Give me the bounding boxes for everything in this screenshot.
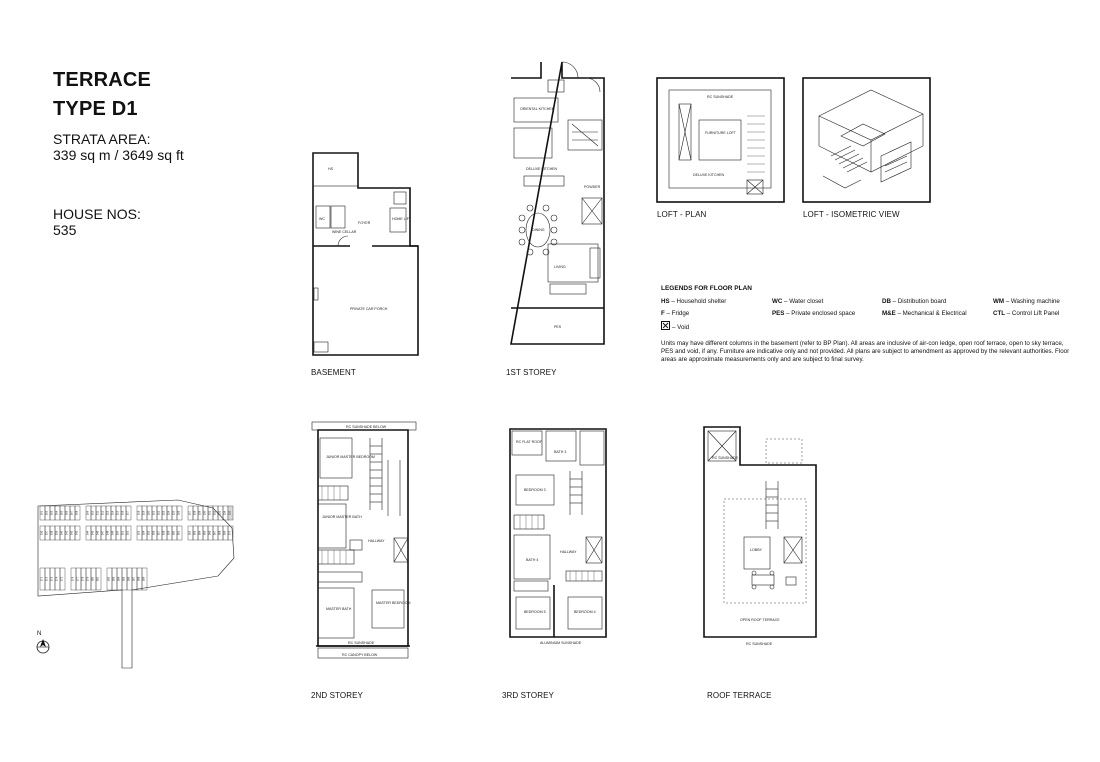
unit-number: 521 (152, 510, 156, 516)
junior-master-label: JUNIOR MASTER BEDROOM (326, 455, 375, 459)
alum-sunshade-label: ALUMINIUM SUNSHADE (540, 641, 582, 645)
furniture-loft-label: FURNITURE LOFT (705, 131, 736, 135)
sunshade-label: RC SUNSHADE (348, 641, 375, 645)
hs-label: HS (328, 167, 333, 171)
legend-item-ctl: CTL – Control Lift Panel (993, 310, 1060, 317)
first-storey-plan (506, 58, 608, 350)
unit-number: 531 (208, 510, 212, 516)
loft-isometric (801, 76, 933, 204)
unit-number: 524 (167, 510, 171, 516)
flat-roof-label: RC FLAT ROOF (516, 440, 543, 444)
unit-number: 578 (81, 576, 85, 582)
unit-number: 547 (101, 530, 105, 536)
unit-number: 514 (111, 510, 115, 516)
open-roof-label: OPEN ROOF TERRACE (740, 618, 780, 622)
unit-number: 510 (91, 510, 95, 516)
loft-plan (655, 76, 787, 204)
third-storey-caption: 3RD STOREY (502, 691, 554, 700)
legend-item-hs: HS – Household shelter (661, 298, 727, 305)
wine-label: WINE CELLAR (332, 230, 357, 234)
loft-iso-caption: LOFT - ISOMETRIC VIEW (803, 210, 900, 219)
north-arrow-icon (33, 633, 53, 655)
unit-number: 512 (101, 510, 105, 516)
deluxe-kitchen-label: DELUXE KITCHEN (526, 167, 558, 171)
roof-terrace-plan (702, 425, 820, 651)
unit-number: 523 (162, 510, 166, 516)
canopy-label: RC CANOPY BELOW (342, 653, 378, 657)
unit-number: 517 (126, 510, 130, 516)
unit-number: 502 (45, 510, 49, 516)
strata-area-label: STRATA AREA: (53, 131, 151, 147)
unit-number: 574 (55, 576, 59, 582)
unit-number: 527 (188, 510, 192, 516)
unit-number: 559 (167, 530, 171, 536)
basement-caption: BASEMENT (311, 368, 356, 377)
unit-number: 511 (96, 510, 100, 516)
unit-number: 504 (55, 510, 59, 516)
unit-number: 534 (223, 510, 227, 516)
bath4-label: BATH 4 (526, 558, 539, 562)
bedroom5-label: BEDROOM 5 (524, 610, 546, 614)
unit-number: 589 (142, 576, 146, 582)
legend-item-void: – Void (661, 321, 689, 331)
unit-number: 538 (50, 530, 54, 536)
master-bath-label: MASTER BATH (326, 607, 352, 611)
key-plan-row1 (40, 506, 234, 520)
unit-number: 581 (96, 576, 100, 582)
powder-label: POWDER (584, 185, 601, 189)
key-plan-row3 (40, 568, 148, 590)
unit-number: 582 (107, 576, 111, 582)
unit-number: 508 (75, 510, 79, 516)
unit-number: 520 (147, 510, 151, 516)
unit-number: 530 (203, 510, 207, 516)
unit-number: 542 (70, 530, 74, 536)
unit-number: 565 (203, 530, 207, 536)
unit-number: 519 (142, 510, 146, 516)
unit-number: 556 (152, 530, 156, 536)
unit-number: 568 (218, 530, 222, 536)
unit-number: 571 (40, 576, 44, 582)
house-nos-value: 535 (53, 222, 77, 238)
unit-number: 505 (60, 510, 64, 516)
bath3-label: BATH 3 (554, 450, 567, 454)
basement-plan (310, 150, 422, 358)
unit-number: 518 (137, 510, 141, 516)
unit-number: 567 (213, 530, 217, 536)
unit-number: 580 (91, 576, 95, 582)
void-icon (661, 321, 670, 330)
unit-number: 566 (208, 530, 212, 536)
unit-number: 570 (228, 530, 232, 536)
unit-number: 558 (162, 530, 166, 536)
strata-area-value: 339 sq m / 3649 sq ft (53, 147, 184, 163)
unit-number: 541 (65, 530, 69, 536)
unit-number: 573 (50, 576, 54, 582)
north-label: N (37, 631, 42, 637)
legend-item-wc: WC – Water closet (772, 298, 824, 305)
sunshade-below-label: RC SUNSHADE BELOW (346, 425, 387, 429)
carporch-label: PRIVATE CAR PORCH (350, 307, 388, 311)
legend-item-db: DB – Distribution board (882, 298, 947, 305)
unit-number: 516 (121, 510, 125, 516)
unit-number: 525 (172, 510, 176, 516)
unit-number: 522 (157, 510, 161, 516)
legend-item-f: F – Fridge (661, 310, 690, 317)
unit-number: 537 (45, 530, 49, 536)
unit-number: 544 (86, 530, 90, 536)
unit-number: 587 (132, 576, 136, 582)
unit-number: 569 (223, 530, 227, 536)
living-label: LIVING (554, 265, 566, 269)
master-bedroom-label: MASTER BEDROOM (376, 601, 411, 605)
unit-number: 507 (70, 510, 74, 516)
roof-sunshade-bottom-label: RC SUNSHADE (746, 642, 773, 646)
unit-number: 532 (213, 510, 217, 516)
key-plan (28, 498, 240, 678)
second-storey-caption: 2ND STOREY (311, 691, 363, 700)
first-storey-caption: 1ST STOREY (506, 368, 557, 377)
hallway3-label: HALLWAY (560, 550, 577, 554)
unit-number: 545 (91, 530, 95, 536)
jm-bath-label: JUNIOR MASTER BATH (322, 515, 362, 519)
house-type-line1: TERRACE (53, 69, 152, 91)
unit-number: 533 (218, 510, 222, 516)
unit-number: 586 (127, 576, 131, 582)
unit-number: 506 (65, 510, 69, 516)
unit-number: 549 (111, 530, 115, 536)
unit-number: 535 (228, 510, 232, 516)
unit-number: 526 (177, 510, 181, 516)
loft-sunshade-label: RC SUNSHADE (707, 95, 734, 99)
unit-number: 501 (40, 510, 44, 516)
foyer-label: FOYER (358, 221, 371, 225)
lift-label: HOME LIFT (392, 217, 412, 221)
legend-item-wm: WM – Washing machine (993, 298, 1060, 305)
house-nos-label: HOUSE NOS: (53, 206, 141, 222)
unit-number: 584 (117, 576, 121, 582)
unit-number: 543 (75, 530, 79, 536)
unit-number: 554 (142, 530, 146, 536)
key-plan-row2 (40, 526, 234, 540)
second-storey-plan (310, 420, 422, 670)
legend-item-me: M&E – Mechanical & Electrical (882, 310, 967, 317)
unit-number: 553 (137, 530, 141, 536)
unit-number: 555 (147, 530, 151, 536)
legend-title: LEGENDS FOR FLOOR PLAN (661, 285, 752, 292)
oriental-kitchen-label: ORIENTAL KITCHEN (520, 107, 555, 111)
lobby-label: LOBBY (750, 548, 762, 552)
dining-label: DINING (532, 228, 545, 232)
legend-item-pes: PES – Private enclosed space (772, 310, 856, 317)
unit-number: 575 (60, 576, 64, 582)
unit-number: 557 (157, 530, 161, 536)
roof-sunshade-label: RC SUNSHADE (712, 456, 739, 460)
hallway-label: HALLWAY (368, 539, 385, 543)
unit-number: 577 (76, 576, 80, 582)
unit-number: 585 (122, 576, 126, 582)
unit-number: 503 (50, 510, 54, 516)
loft-deluxe-label: DELUXE KITCHEN (693, 173, 725, 177)
bedroom4-label: BEDROOM 4 (574, 610, 596, 614)
unit-number: 528 (193, 510, 197, 516)
unit-number: 539 (55, 530, 59, 536)
unit-number: 540 (60, 530, 64, 536)
unit-number: 588 (137, 576, 141, 582)
third-storey-plan (506, 425, 614, 645)
disclaimer-note: Units may have different columns in the basement (refer to BP Plan). All areas are inclusive of air-con ledge, open roof terrace, open to sky terrace, PES and void, if any. Furniture are indicative only and not provided. All plans are subject to amendment as approved by the relevant authorities. Floor areas are approximate measurements only and are subject to final survey. (661, 340, 1070, 363)
unit-number: 536 (40, 530, 44, 536)
unit-number: 513 (106, 510, 110, 516)
bedroom3-label: BEDROOM 3 (524, 488, 546, 492)
unit-number: 551 (121, 530, 125, 536)
unit-number: 529 (198, 510, 202, 516)
unit-number: 550 (116, 530, 120, 536)
unit-number: 576 (71, 576, 75, 582)
unit-number: 562 (188, 530, 192, 536)
unit-number: 546 (96, 530, 100, 536)
unit-number: 564 (198, 530, 202, 536)
unit-number: 572 (45, 576, 49, 582)
unit-number: 560 (172, 530, 176, 536)
roof-terrace-caption: ROOF TERRACE (707, 691, 772, 700)
unit-number: 583 (112, 576, 116, 582)
unit-number: 552 (126, 530, 130, 536)
unit-number: 561 (177, 530, 181, 536)
loft-plan-caption: LOFT - PLAN (657, 210, 707, 219)
unit-number: 509 (86, 510, 90, 516)
wc-label: WC (319, 217, 325, 221)
unit-number: 548 (106, 530, 110, 536)
unit-number: 579 (86, 576, 90, 582)
unit-number: 563 (193, 530, 197, 536)
unit-number: 515 (116, 510, 120, 516)
house-type-line2: TYPE D1 (53, 98, 138, 120)
pes-label: PES (554, 325, 562, 329)
